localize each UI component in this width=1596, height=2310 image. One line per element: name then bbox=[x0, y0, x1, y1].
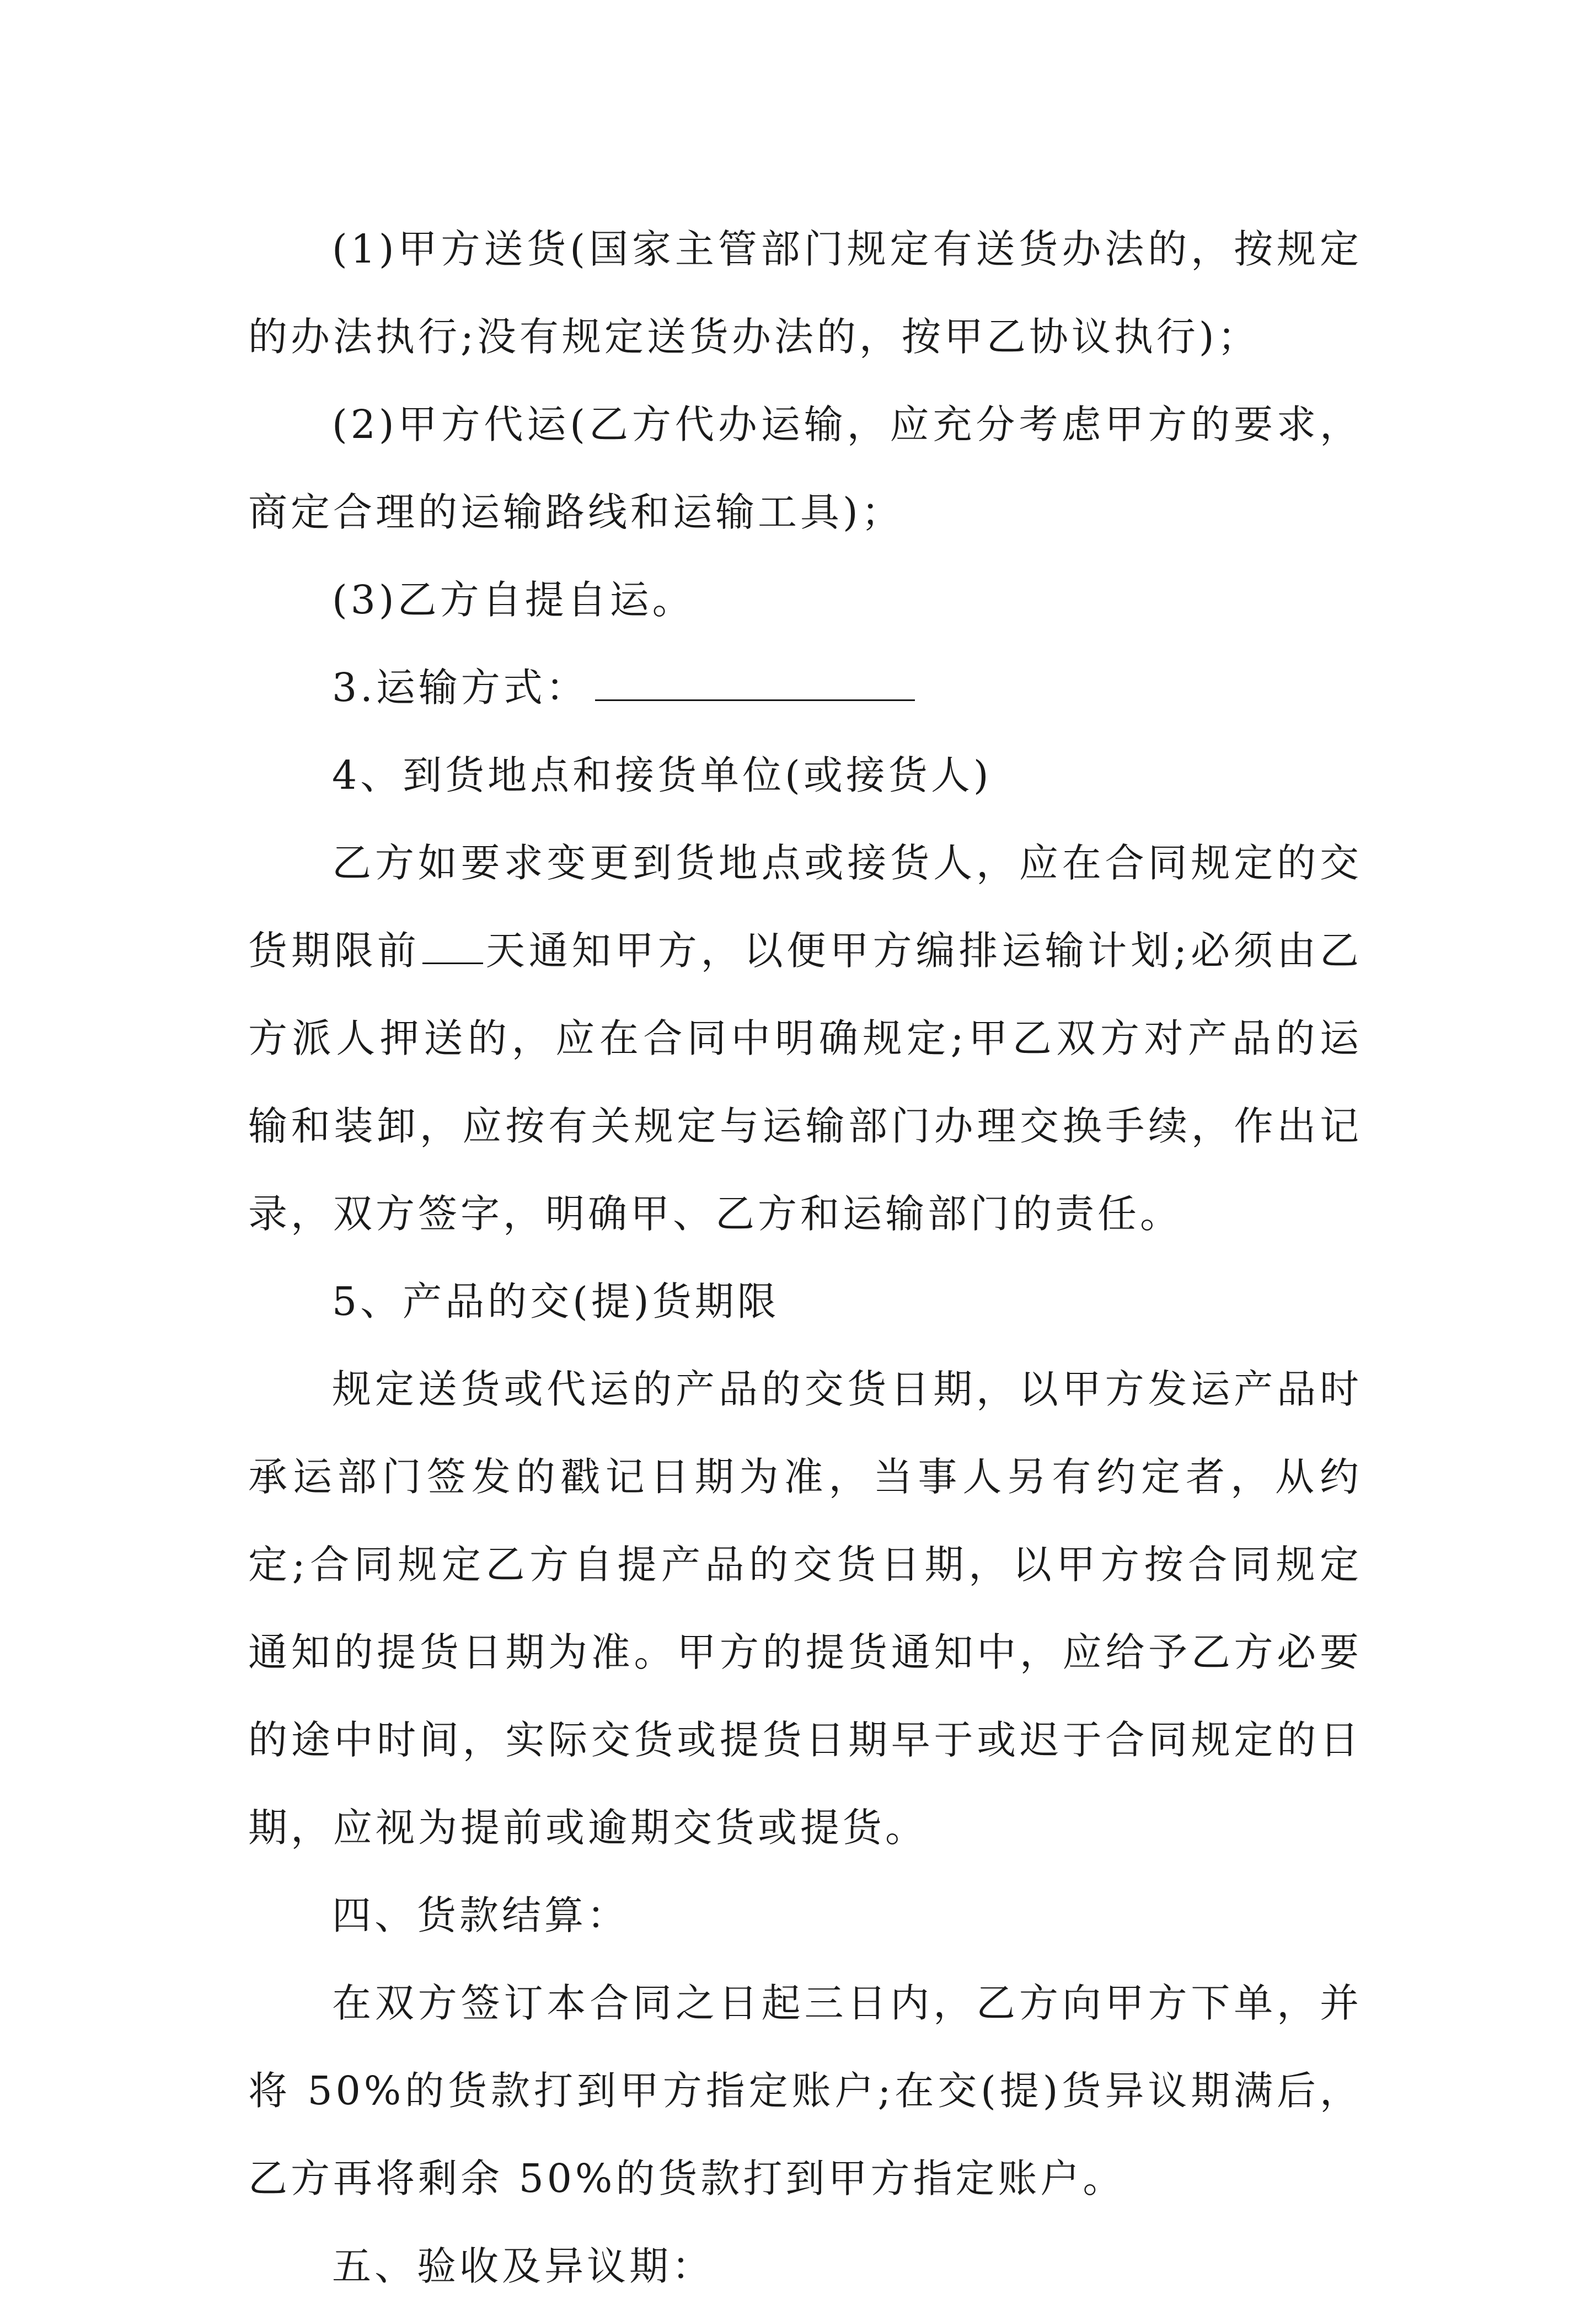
transport-method-blank bbox=[595, 661, 915, 701]
paragraph-delivery-by-party-a: (1)甲方送货(国家主管部门规定有送货办法的，按规定的办法执行;没有规定送货办法的，按甲乙协议执行)； bbox=[248, 226, 1362, 360]
change-delivery-text-before: 乙方如要求变更到货地点或接货人，应在合同规定的交货期限前 bbox=[248, 840, 1362, 974]
change-delivery-text-after: 天通知甲方，以便甲方编排运输计划;必须由乙方派人押送的，应在合同中明确规定;甲乙双方对产品的运输和装卸，应按有关规定与运输部门办理交换手续，作出记录，双方签字，明确甲、乙方和运输部门的责任。 bbox=[248, 928, 1362, 1237]
paragraph-shipping-by-party-a: (2)甲方代运(乙方代办运输，应充分考虑甲方的要求，商定合理的运输路线和运输工具)； bbox=[248, 402, 1362, 535]
paragraph-transport-method bbox=[248, 644, 1362, 731]
notice-days-blank bbox=[422, 924, 483, 964]
transport-method-label: 3.运输方式： bbox=[332, 665, 588, 710]
paragraph-change-delivery bbox=[248, 819, 1362, 1258]
document-body bbox=[248, 205, 1362, 2310]
heading-acceptance-objection: 五、验收及异议期： bbox=[332, 2243, 715, 2289]
heading-delivery-period: 5、产品的交(提)货期限 bbox=[332, 1279, 780, 1324]
paragraph-payment-terms: 在双方签订本合同之日起三日内，乙方向甲方下单，并将 50%的货款打到甲方指定账户;在交(提)货异议期满后，乙方再将剩余 50%的货款打到甲方指定账户。 bbox=[248, 1980, 1362, 2201]
heading-payment-settlement: 四、货款结算： bbox=[332, 1892, 630, 1938]
paragraph-delivery-date-rules: 规定送货或代运的产品的交货日期，以甲方发运产品时承运部门签发的戳记日期为准，当事人另有约定者，从约定;合同规定乙方自提产品的交货日期，以甲方按合同规定通知的提货日期为准。甲方的提货通知中，应给予乙方必要的途中时间，实际交货或提货日期早于或迟于合同规定的日期，应视为提前或逾期交货或提货。 bbox=[248, 1366, 1362, 1851]
heading-delivery-location: 4、到货地点和接货单位(或接货人) bbox=[332, 752, 992, 798]
paragraph-self-pickup: (3)乙方自提自运。 bbox=[332, 577, 695, 623]
